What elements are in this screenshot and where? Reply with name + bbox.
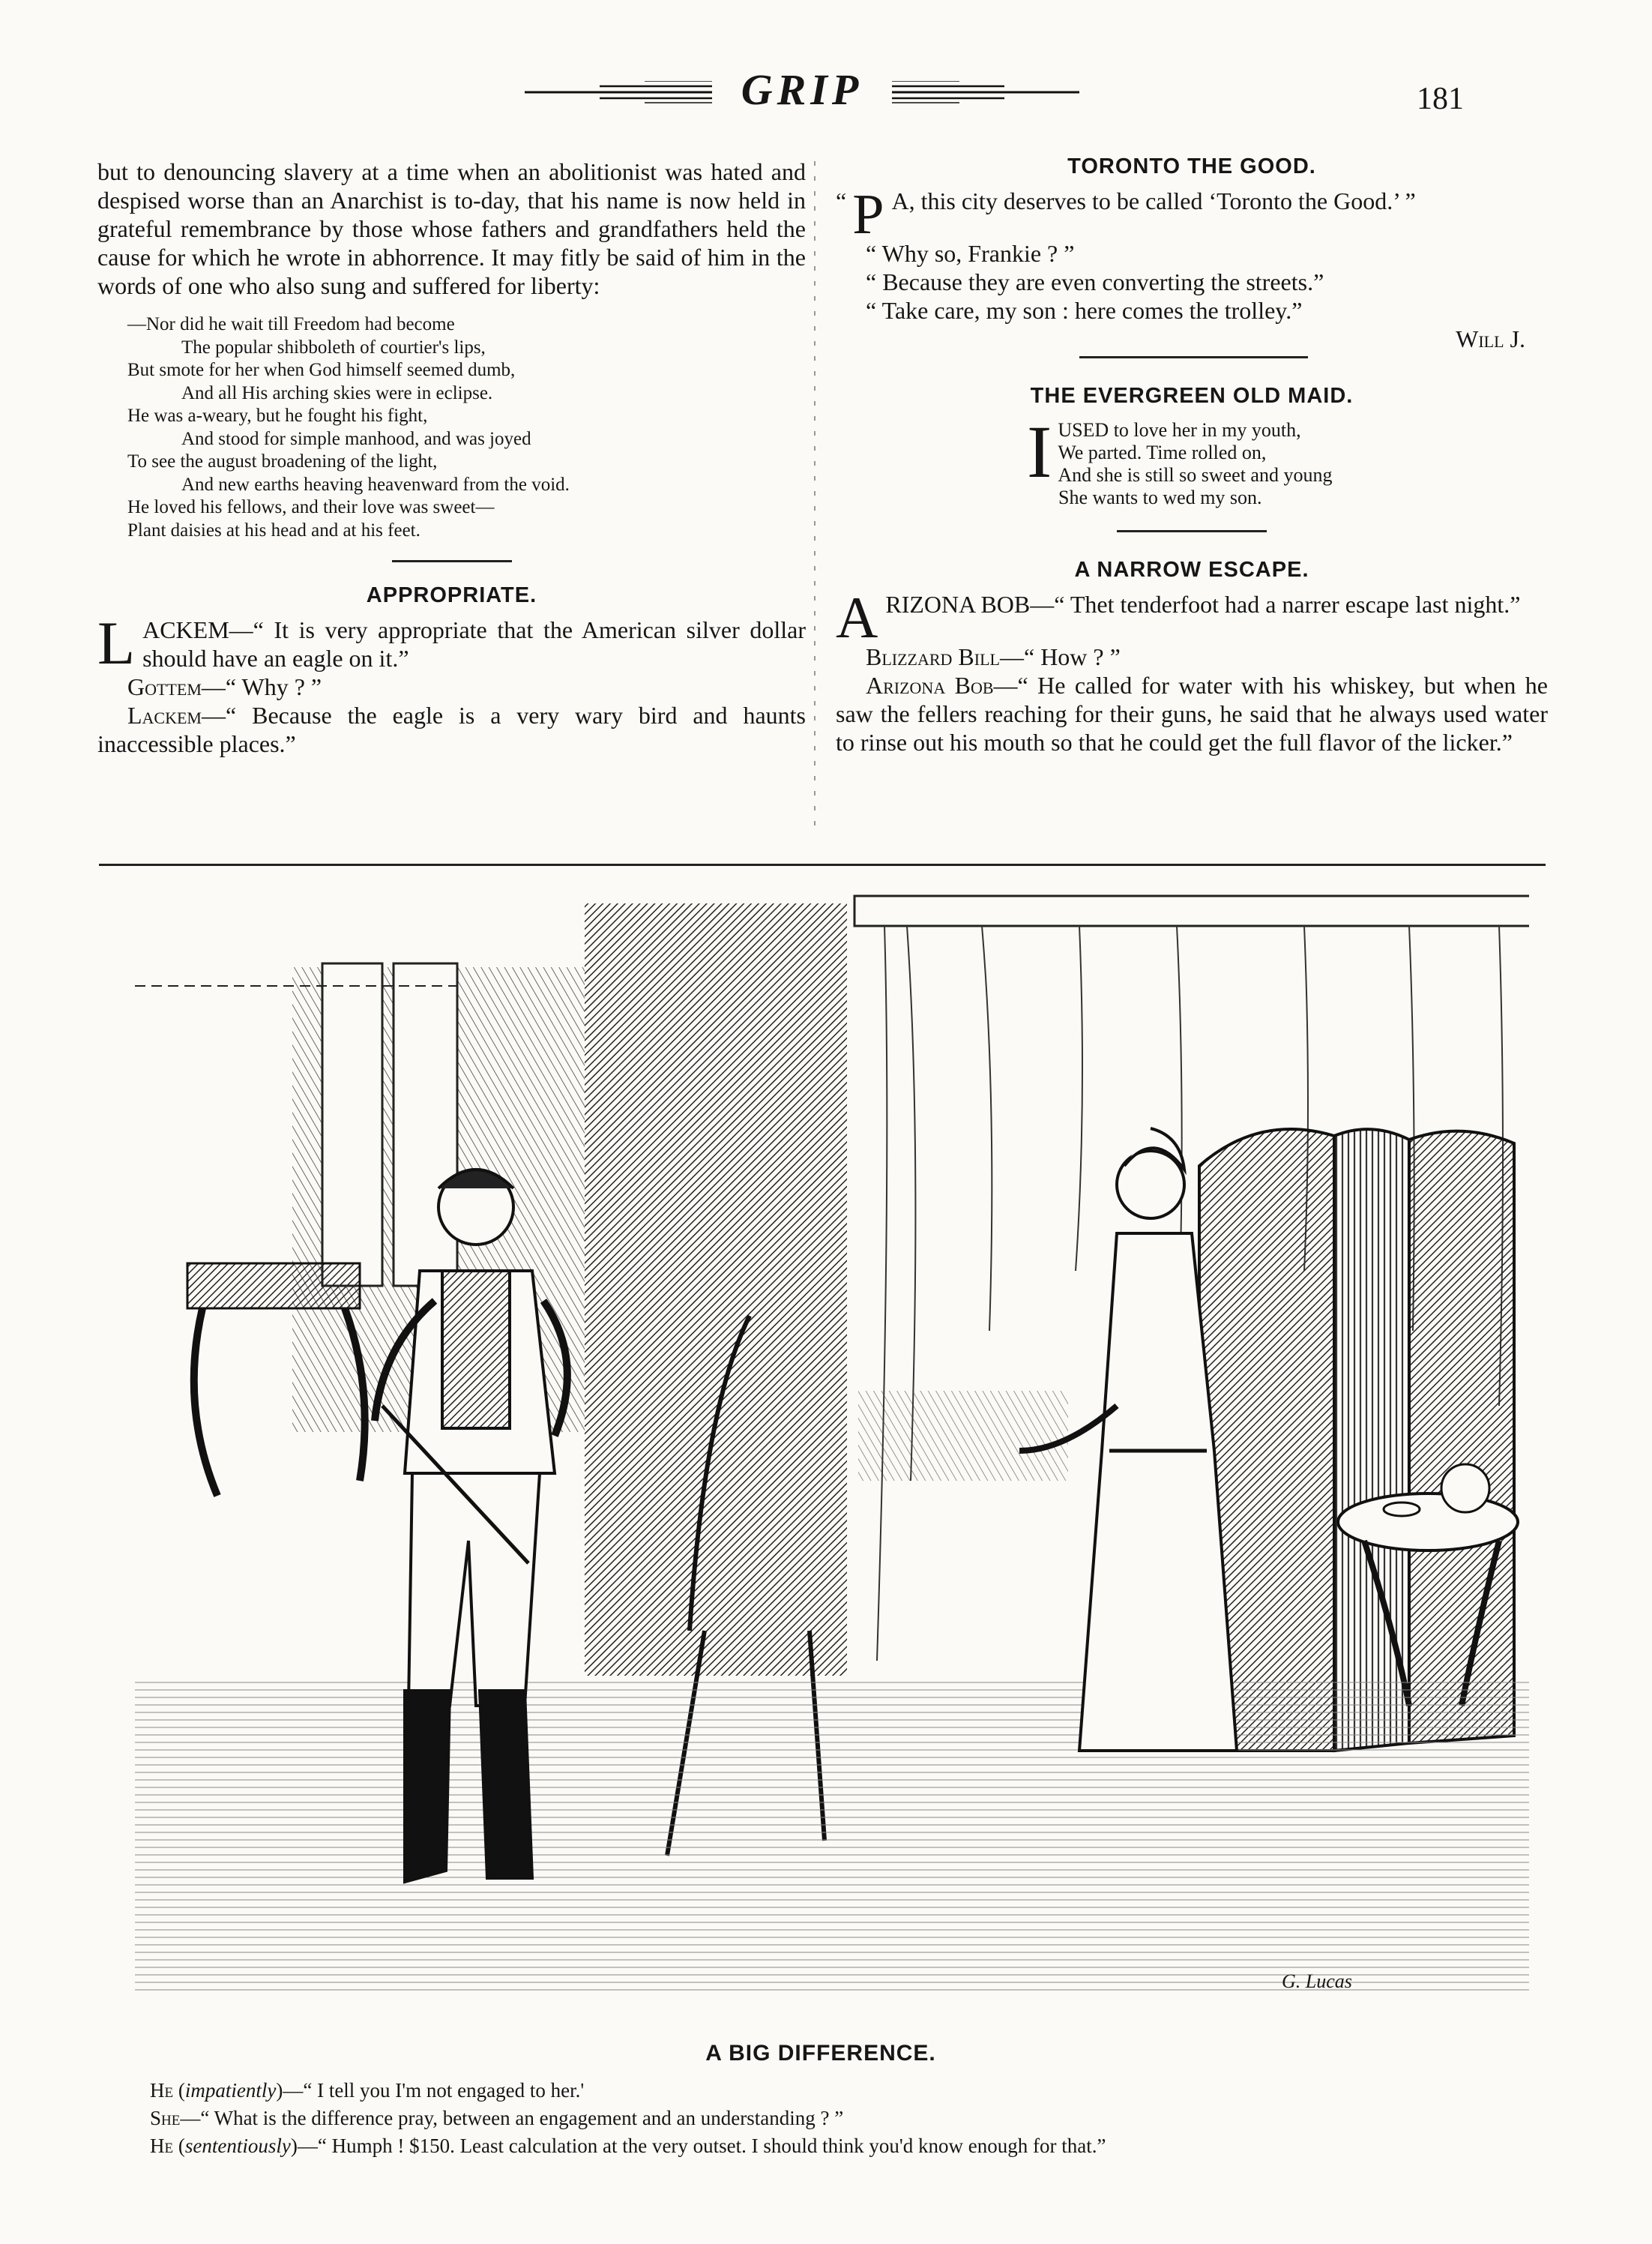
poem-line: We parted. Time rolled on, (1058, 442, 1267, 463)
open-quote: “ (836, 187, 847, 214)
section-divider (1079, 356, 1308, 358)
cartoon-illustration (135, 881, 1529, 2024)
column-divider (813, 161, 816, 836)
masthead (525, 67, 1094, 112)
teapot (1441, 1464, 1489, 1512)
poem-line: USED to love her in my youth, (1058, 419, 1301, 441)
section-divider (392, 560, 512, 562)
heading-evergreen: THE EVERGREEN OLD MAID. (1030, 384, 1354, 408)
speaker-name: Gottem (127, 673, 202, 700)
caption-line-3: He (sententiously)—“ Humph ! $150. Least calculation at the very outset. I should think you'd know enough for that.” (150, 2135, 1106, 2157)
heading-toronto: TORONTO THE GOOD. (1067, 154, 1316, 178)
window-frame (322, 963, 382, 1286)
speaker-name: Lackem (127, 702, 202, 729)
masthead-ornament-left (525, 81, 712, 103)
poem-line: And she is still so sweet and young (1058, 464, 1333, 486)
toronto-line-2: “ Why so, Frankie ? ” (866, 240, 1075, 267)
poem-line: He loved his fellows, and their love was sweet— (127, 497, 495, 517)
signature: Will J. (1456, 325, 1525, 352)
escape-text-2: —“ How ? ” (999, 643, 1121, 670)
artist-signature: G. Lucas (1282, 1970, 1352, 1992)
masthead-title: GRIP (741, 65, 863, 114)
article-toronto (836, 183, 1548, 353)
writing-desk (187, 1263, 360, 1308)
poem-line: To see the august broadening of the light, (127, 451, 438, 472)
article-narrow-escape (836, 585, 1548, 756)
appropriate-line-1 (97, 609, 806, 677)
speaker-name: She (150, 2107, 181, 2129)
poem-line: And stood for simple manhood, and was joyed (181, 428, 531, 449)
toronto-line-1 (836, 183, 1548, 246)
escape-line-1 (836, 585, 1548, 650)
speaker-name: He (150, 2079, 174, 2102)
poem-line: And all His arching skies were in eclipse. (181, 382, 493, 403)
masthead-ornament-right (892, 81, 1079, 103)
heading-appropriate: APPROPRIATE. (366, 583, 537, 607)
speaker-name: Arizona Bob (866, 672, 994, 699)
right-column (836, 154, 1548, 756)
teacup (1384, 1502, 1420, 1516)
drop-cap: P (852, 183, 884, 246)
poem-line: But smote for her when God himself seemed dumb, (127, 360, 516, 380)
appropriate-text-2: —“ Why ? ” (201, 673, 322, 700)
drop-cap: I (1027, 410, 1052, 493)
left-column (97, 157, 806, 758)
appropriate-text-3: —“ Because the eagle is a very wary bird and haunts inaccessible places.” (97, 702, 806, 757)
poem (127, 313, 806, 542)
escape-line-2 (836, 643, 1548, 671)
drop-cap: A (836, 585, 878, 650)
page-rule (99, 864, 1546, 866)
toronto-line-3: “ Because they are even converting the streets.” (866, 268, 1324, 295)
floor (135, 1676, 1529, 1991)
stage-direction: sententiously (184, 2135, 291, 2157)
escape-text-1: RIZONA BOB—“ Thet tenderfoot had a narrer escape last night.” (885, 591, 1521, 618)
appropriate-line-2 (97, 673, 806, 701)
speaker-name: Blizzard Bill (866, 643, 1000, 670)
caption-line-2 (150, 2105, 1537, 2132)
balcony (858, 1391, 1068, 1481)
caption-heading: A BIG DIFFERENCE. (705, 2041, 936, 2066)
speaker-name: He (150, 2135, 174, 2157)
poem-line: He was a-weary, but he fought his fight, (127, 406, 428, 426)
poem-line: —Nor did he wait till Freedom had become (127, 314, 455, 334)
caption-dialogue (150, 2077, 1537, 2160)
appropriate-text-1: ACKEM—“ It is very appropriate that the American silver dollar should have an eagle on it.” (142, 616, 806, 672)
appropriate-line-3 (97, 701, 806, 758)
caption-text-2: —“ What is the difference pray, between an engagement and an understanding ? ” (180, 2107, 844, 2129)
caption-line-1: He (impatiently)—“ I tell you I'm not engaged to her.' (150, 2079, 585, 2102)
escape-line-3 (836, 671, 1548, 756)
heading-narrow-escape: A NARROW ESCAPE. (1074, 558, 1309, 582)
section-divider (1117, 530, 1267, 532)
drop-cap: L (97, 609, 136, 677)
toronto-text-1: A, this city deserves to be called ‘Toronto the Good.’ ” (891, 187, 1416, 214)
article-evergreen (1027, 410, 1548, 509)
intro-paragraph: but to denouncing slavery at a time when an abolitionist was hated and despised worse than an Anarchist is to-day, that his name is now held in grateful remembrance by those whose fathers and grandfathers held the cause for which he wrote in abhorrence. It may fitly be said of him in the words of one who also sung and suffered for liberty: (97, 158, 806, 299)
poem-line: Plant daisies at his head and at his feet. (127, 520, 420, 541)
dark-wall (585, 903, 847, 1676)
stage-direction: impatiently (184, 2079, 277, 2102)
window-frame (394, 963, 457, 1286)
poem-line: The popular shibboleth of courtier's lips, (181, 337, 486, 358)
page-number: 181 (1417, 82, 1464, 116)
article-appropriate (97, 609, 806, 758)
caption-text-3: —“ Humph ! $150. Least calculation at the very outset. I should think you'd know enough for that.” (297, 2135, 1106, 2157)
poem-line: She wants to wed my son. (1058, 487, 1262, 508)
escape-text-3: —“ He called for water with his whiskey, but when he saw the fellers reaching for their guns, he said that he always used water to rinse out his mouth so that he could get the full flavor of the licker.” (836, 672, 1548, 756)
poem-line: And new earths heaving heavenward from the void. (181, 474, 570, 495)
toronto-line-4: “ Take care, my son : here comes the trolley.” (866, 297, 1303, 324)
curtain (854, 896, 1529, 926)
caption-text-1: —“ I tell you I'm not engaged to her.' (283, 2079, 585, 2102)
